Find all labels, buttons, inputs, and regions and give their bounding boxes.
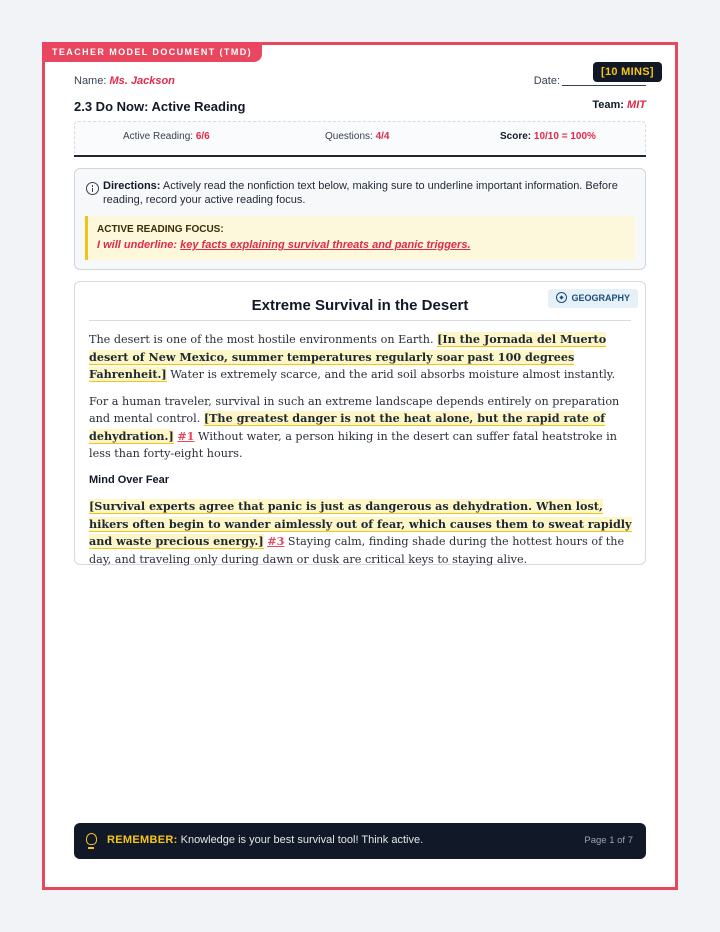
passage-title: Extreme Survival in the Desert xyxy=(251,297,469,314)
tmd-tag: TEACHER MODEL DOCUMENT (TMD) xyxy=(42,42,262,62)
name-label: Name: xyxy=(74,75,107,87)
worksheet-page xyxy=(42,42,678,890)
total-score-value: 10/10 = 100% xyxy=(533,131,596,142)
footer-bar xyxy=(74,823,646,859)
date-field[interactable] xyxy=(534,75,646,87)
directions-text: Directions: Actively read the nonfiction text below, making sure to underline important information. Before reading, record your active reading focus. xyxy=(103,180,618,206)
annotation-highlight[interactable]: [The greatest danger is not the heat alone, but the rapid rate of dehydration.] xyxy=(89,411,606,443)
directions-label: Directions: xyxy=(103,180,161,192)
annotation-highlight[interactable]: [In the Jornada del Muerto desert of New Mexico, summer temperatures regularly soar past 100 degrees Fahrenheit.] xyxy=(89,332,607,381)
annotation-number: #1 xyxy=(177,428,195,443)
team-label: Team: xyxy=(592,99,624,111)
title-row xyxy=(74,98,646,116)
passage-divider xyxy=(89,320,631,321)
date-line[interactable] xyxy=(562,85,646,86)
paragraph-1: The desert is one of the most hostile environments on Earth. [In the Jornada del Muerto desert of New Mexico, summer temperatures regularly soar past 100 degrees Fahrenheit.] Water is extremely scarce, and the arid soil absorbs moisture almost instantly. xyxy=(89,332,616,381)
questions-value: 4/4 xyxy=(375,131,390,142)
page-number: Page 1 of 7 xyxy=(584,835,633,846)
focus-value[interactable]: key facts explaining survival threats and panic triggers. xyxy=(180,239,471,251)
time-badge: [10 MINS] xyxy=(593,62,662,82)
questions-score: Questions: 4/4 xyxy=(325,131,390,142)
info-icon xyxy=(86,182,99,195)
passage-body xyxy=(89,331,634,577)
section-subheading: Mind Over Fear xyxy=(89,473,170,486)
active-reading-value: 6/6 xyxy=(195,131,210,142)
header-divider xyxy=(74,155,646,157)
active-reading-score: Active Reading: 6/6 xyxy=(123,131,210,142)
total-score: Score: 10/10 = 100% xyxy=(500,131,596,142)
directions-box xyxy=(74,168,646,270)
reading-passage xyxy=(74,281,646,565)
annotation-highlight[interactable]: [Survival experts agree that panic is just as dangerous as dehydration. When lost, hikers often begin to wander aimlessly out of fear, which causes them to sweat rapidly and waste precious energy.] xyxy=(89,499,632,548)
team-value[interactable]: MIT xyxy=(627,99,646,111)
team-field xyxy=(592,99,646,111)
focus-text: I will underline: key facts explaining survival threats and panic triggers. xyxy=(97,239,471,251)
focus-label: ACTIVE READING FOCUS: xyxy=(97,224,224,235)
name-row xyxy=(74,75,646,87)
footer-message: REMEMBER: Knowledge is your best survival tool! Think active. xyxy=(107,834,424,846)
name-value[interactable]: Ms. Jackson xyxy=(109,75,175,87)
lightbulb-icon xyxy=(86,833,97,845)
lesson-title: 2.3 Do Now: Active Reading xyxy=(74,99,246,114)
reading-focus-box xyxy=(85,216,635,260)
compass-icon xyxy=(556,292,567,303)
date-label: Date: xyxy=(533,75,560,87)
annotation-number: #3 xyxy=(267,534,285,548)
paragraph-3: [Survival experts agree that panic is just as dangerous as dehydration. When lost, hikers often begin to wander aimlessly out of fear, which causes them to sweat rapidly and waste precious energy.] #3 Staying calm, finding shade during the hottest hours of the day, and traveling only during dawn or dusk are critical keys to staying alive. xyxy=(89,499,632,566)
paragraph-2: For a human traveler, survival in such an extreme landscape depends entirely on preparation and mental control. [The greatest danger is not the heat alone, but the rapid rate of dehydration.] #1 Without water, a person hiking in the desert can suffer fatal heatstroke in less than forty-eight hours. xyxy=(89,394,620,460)
subject-badge: GEOGRAPHY xyxy=(548,289,638,308)
score-bar xyxy=(74,121,646,153)
